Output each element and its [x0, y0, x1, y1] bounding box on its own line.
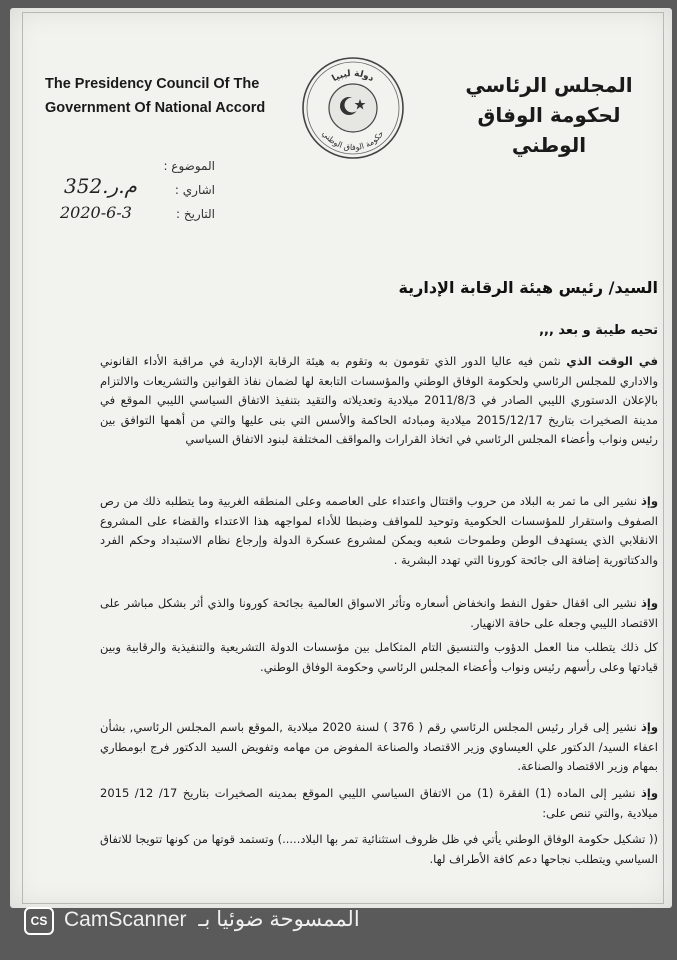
- paragraph-5: وإذ نشير إلى قرار رئيس المجلس الرئاسي رقم ( 376 ) لسنة 2020 ميلادية ,الموقع باسم المجلس الرئاسي, بشأن اعفاء السيد/ الدكتور علي العيساوي وزير الاقتصاد والصناعة المفوض من مهامه وتفويض السيد الدكتور فرج ابومطاري بمهام وزير الاقتصاد والصناعة.: [100, 720, 658, 773]
- paragraph-4: كل ذلك يتطلب منا العمل الدؤوب والتنسيق التام المتكامل بين مؤسسات الدولة التشريعية والتنفيذية والرقابية وبين قيادتها وعلى رأسهم رئيس ونواب وأعضاء المجلس الرئاسي وحكومة الوفاق الوطني.: [100, 640, 658, 674]
- date-label: التاريخ :: [175, 207, 215, 221]
- reference-label: اشاري :: [174, 183, 215, 197]
- paragraph-1: في الوقت الذي نثمن فيه عاليا الدور الذي تقومون به وتقوم به هيئة الرقابة الإدارية في مراقبة الأداء القانوني والاداري للمجلس الرئاسي ولحكومة الوفاق الوطني والمؤسسات التابعة لها لضمان نفاذ القوانين والتشريعات والالتزام بالإعلان الدستوري الليبي الصادر في 2011/8/3 ميلادية وتعديلاته والتقيد بتنفيذ الاتفاق السياسي الليبي الموقع في مدينة الصخيرات بتاريخ 2015/12/17 ميلادية ومبادئه الحاكمة والأسس التي بنى عليها والتي من أهمها التوافق بين رئيس ونواب وأعضاء المجلس الرئاسي في اتخاذ القرارات والمواقف المختلفة لبنود الاتفاق السياسي: [100, 354, 659, 446]
- paragraph-7: (( تشكيل حكومة الوفاق الوطني يأتي في ظل ظروف استثنائية تمر بها البلاد.....) وتستمد قوتها من كونها تتويجا للاتفاق السياسي ويتطلب نجاحها دعم كافة الأطراف لها.: [100, 832, 658, 866]
- paragraph-6: وإذ نشير إلى الماده (1) الفقرة (1) من الاتفاق السياسي الليبي الموقع بمدينه الصخيرات بتاريخ 17/ 12/ 2015 ميلادية ,والتي تنص على:: [100, 786, 659, 820]
- greeting: تحيه طيبة و بعد ,,,: [539, 323, 658, 338]
- seal-top-text: دولة ليبيا: [330, 68, 376, 85]
- subject-label: الموضوع :: [163, 159, 215, 173]
- paragraph-3: وإذ نشير الى اقفال حقول النفط وانخفاض أسعاره وتأثر الاسواق العالمية بجائحة كورونا والذي أثر بشكل مباشر على الاقتصاد الليبي وجعله على حافة الانهيار.: [100, 596, 658, 630]
- camscanner-brand: CamScanner: [64, 908, 187, 931]
- org-name-ar-line2: لحكومة الوفاق الوطني: [477, 103, 621, 157]
- state-seal-icon: [300, 55, 406, 161]
- svg-text:دولة ليبيا: [331, 69, 376, 84]
- camscanner-badge: CS: [24, 907, 54, 935]
- camscanner-label: [64, 907, 360, 932]
- header-arabic: [440, 70, 658, 160]
- org-name-en-line2: Government Of National Accord: [45, 100, 266, 116]
- date-value: 2020-6-3: [60, 203, 132, 222]
- header-english: [45, 72, 305, 120]
- camscanner-arabic: الممسوحة ضوئيا بـ: [198, 908, 360, 931]
- addressee: السيد/ رئيس هيئة الرقابة الإدارية: [398, 278, 658, 297]
- paragraph-2: وإذ نشير الى ما تمر به البلاد من حروب واقتتال واعتداء على العاصمه وعلى المنطقه الغربية وما يتطلبه ذلك من رص الصفوف واستقرار للمؤسسات الحكومية وتوحيد للمواقف وضبطا للأداء لمواجهه هذا الاعتداء والقضاء على المشروع الانقلابي الذي يستهدف الوطن وطموحات شعبه ويمكن لمشروع عسكرة الدولة وإرجاع نظام الاستبداد وحكم الفرد والدكتاتورية إضافة الى جائحة كورونا التي تهدد البشرية .: [100, 494, 658, 567]
- reference-value: 352.م.ر: [64, 174, 137, 198]
- seal-bottom-text: حكومة الوفاق الوطني: [320, 129, 386, 153]
- org-name-ar-line1: المجلس الرئاسي: [465, 73, 633, 97]
- org-name-en-line1: The Presidency Council Of The: [45, 76, 260, 92]
